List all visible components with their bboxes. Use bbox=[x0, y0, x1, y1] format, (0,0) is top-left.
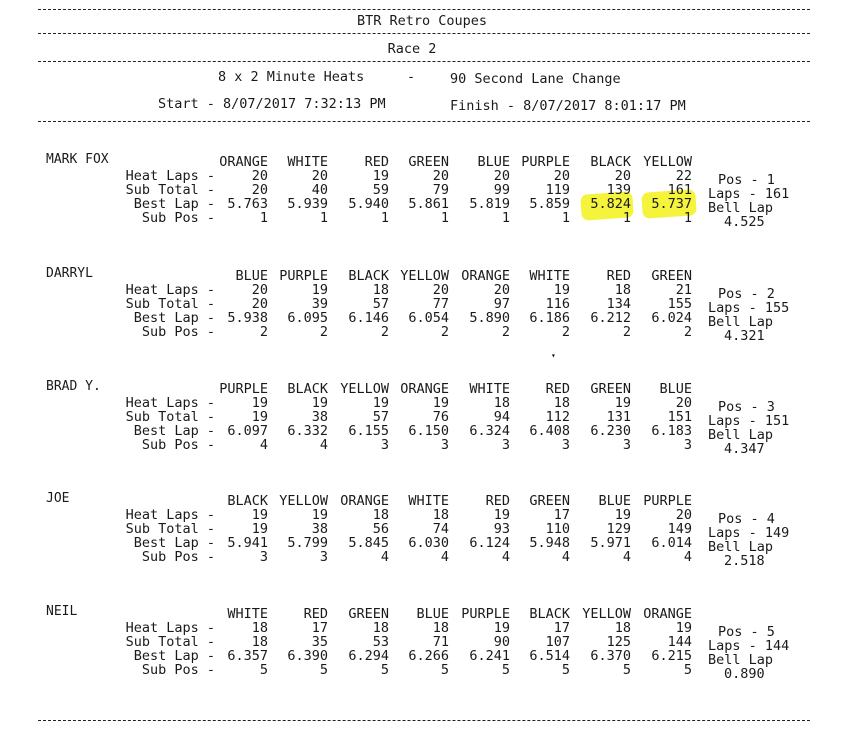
sub-total-value: 149 bbox=[667, 521, 692, 537]
sub-total-value: 18 bbox=[251, 634, 268, 650]
best-lap-value: 6.095 bbox=[287, 310, 328, 326]
lane-colour-header: ORANGE bbox=[643, 606, 692, 622]
best-lap-value: 6.332 bbox=[287, 423, 328, 439]
best-lap-value: 6.266 bbox=[408, 648, 449, 664]
lane-colour-header: BLACK bbox=[227, 493, 268, 509]
lane-colour-header: WHITE bbox=[287, 154, 328, 170]
best-lap-value: 5.861 bbox=[408, 196, 449, 212]
bell-lap-label: Bell Lap bbox=[708, 314, 774, 330]
best-lap-value: 6.024 bbox=[651, 310, 692, 326]
heat-laps-value: 18 bbox=[372, 620, 389, 636]
heat-laps-value: 18 bbox=[372, 507, 389, 523]
heat-laps-value: 19 bbox=[553, 282, 570, 298]
sub-total-value: 161 bbox=[667, 182, 692, 198]
sub-total-value: 119 bbox=[545, 182, 570, 198]
sub-total-value: 116 bbox=[545, 296, 570, 312]
row-label-sub-total: Sub Total - bbox=[125, 409, 215, 425]
sub-total-value: 40 bbox=[311, 182, 328, 198]
heat-laps-value: 20 bbox=[311, 168, 328, 184]
lane-colour-header: BLACK bbox=[590, 154, 631, 170]
best-lap-value: 6.215 bbox=[651, 648, 692, 664]
best-lap-value: 5.819 bbox=[469, 196, 510, 212]
sub-total-value: 57 bbox=[372, 409, 389, 425]
sub-pos-value: 5 bbox=[622, 662, 631, 678]
sub-total-value: 90 bbox=[493, 634, 510, 650]
lane-colour-header: PURPLE bbox=[219, 381, 268, 397]
row-label-heat-laps: Heat Laps - bbox=[125, 620, 215, 636]
sub-pos-value: 3 bbox=[380, 437, 389, 453]
position: Pos - 5 bbox=[718, 624, 775, 640]
lane-colour-header: RED bbox=[545, 381, 570, 397]
best-lap-value: 5.971 bbox=[590, 535, 631, 551]
sub-pos-value: 1 bbox=[622, 210, 631, 226]
best-lap-value: 5.824 bbox=[590, 196, 631, 212]
heat-laps-value: 18 bbox=[614, 282, 631, 298]
best-lap-value: 5.890 bbox=[469, 310, 510, 326]
best-lap-value: 6.514 bbox=[529, 648, 570, 664]
sub-total-value: 56 bbox=[372, 521, 389, 537]
heat-laps-value: 21 bbox=[675, 282, 692, 298]
row-label-sub-total: Sub Total - bbox=[125, 296, 215, 312]
lane-colour-header: PURPLE bbox=[461, 606, 510, 622]
heat-laps-value: 22 bbox=[675, 168, 692, 184]
row-label-sub-pos: Sub Pos - bbox=[141, 210, 215, 226]
bell-lap-time: 4.525 bbox=[724, 214, 765, 230]
heat-laps-value: 20 bbox=[675, 507, 692, 523]
row-label-heat-laps: Heat Laps - bbox=[125, 282, 215, 298]
sub-pos-value: 2 bbox=[319, 324, 328, 340]
lane-colour-header: PURPLE bbox=[279, 268, 328, 284]
sub-pos-value: 2 bbox=[622, 324, 631, 340]
sub-total-value: 144 bbox=[667, 634, 692, 650]
best-lap-value: 5.940 bbox=[348, 196, 389, 212]
sub-total-value: 76 bbox=[432, 409, 449, 425]
row-label-heat-laps: Heat Laps - bbox=[125, 395, 215, 411]
sub-pos-value: 5 bbox=[683, 662, 692, 678]
best-lap-value: 5.938 bbox=[227, 310, 268, 326]
sub-total-value: 79 bbox=[432, 182, 449, 198]
bell-lap-label: Bell Lap bbox=[708, 539, 774, 555]
heat-laps-value: 17 bbox=[311, 620, 328, 636]
position: Pos - 2 bbox=[718, 286, 775, 302]
lane-colour-header: BLACK bbox=[287, 381, 328, 397]
sub-pos-value: 4 bbox=[683, 549, 692, 565]
total-laps: Laps - 161 bbox=[708, 186, 790, 202]
heat-laps-value: 19 bbox=[311, 282, 328, 298]
driver-name: JOE bbox=[46, 491, 70, 506]
lane-colour-header: BLACK bbox=[529, 606, 570, 622]
sub-total-value: 110 bbox=[545, 521, 570, 537]
heat-laps-value: 20 bbox=[251, 168, 268, 184]
best-lap-value: 6.030 bbox=[408, 535, 449, 551]
sub-pos-value: 4 bbox=[319, 437, 328, 453]
best-lap-value: 6.241 bbox=[469, 648, 510, 664]
sub-total-value: 19 bbox=[251, 409, 268, 425]
bell-lap-label: Bell Lap bbox=[708, 200, 774, 216]
sub-pos-value: 5 bbox=[380, 662, 389, 678]
sub-pos-value: 1 bbox=[501, 210, 510, 226]
total-laps: Laps - 155 bbox=[708, 300, 790, 316]
sub-total-value: 53 bbox=[372, 634, 389, 650]
heat-laps-value: 18 bbox=[372, 282, 389, 298]
event-title: BTR Retro Coupes bbox=[356, 13, 488, 29]
sub-total-value: 134 bbox=[606, 296, 631, 312]
heat-laps-value: 19 bbox=[311, 507, 328, 523]
heat-laps-value: 20 bbox=[251, 282, 268, 298]
heat-laps-value: 18 bbox=[432, 507, 449, 523]
heat-laps-value: 18 bbox=[432, 620, 449, 636]
heat-laps-value: 17 bbox=[553, 620, 570, 636]
row-label-sub-pos: Sub Pos - bbox=[141, 324, 215, 340]
heat-laps-value: 20 bbox=[493, 282, 510, 298]
sub-pos-value: 3 bbox=[622, 437, 631, 453]
sub-pos-value: 5 bbox=[319, 662, 328, 678]
sub-total-value: 19 bbox=[251, 521, 268, 537]
heat-laps-value: 20 bbox=[614, 168, 631, 184]
heat-laps-value: 18 bbox=[251, 620, 268, 636]
position: Pos - 3 bbox=[718, 399, 775, 415]
lane-colour-header: WHITE bbox=[529, 268, 570, 284]
sub-total-value: 155 bbox=[667, 296, 692, 312]
lane-colour-header: RED bbox=[485, 493, 510, 509]
best-lap-value: 6.390 bbox=[287, 648, 328, 664]
best-lap-value: 5.763 bbox=[227, 196, 268, 212]
best-lap-value: 6.408 bbox=[529, 423, 570, 439]
sub-pos-value: 1 bbox=[319, 210, 328, 226]
heat-laps-value: 20 bbox=[675, 395, 692, 411]
sub-total-value: 93 bbox=[493, 521, 510, 537]
heat-laps-value: 18 bbox=[493, 395, 510, 411]
lane-colour-header: GREEN bbox=[651, 268, 692, 284]
sub-pos-value: 2 bbox=[259, 324, 268, 340]
bell-lap-time: 4.321 bbox=[724, 328, 765, 344]
sub-total-value: 129 bbox=[606, 521, 631, 537]
heat-laps-value: 19 bbox=[372, 168, 389, 184]
scan-mark: ▾ bbox=[551, 351, 556, 360]
best-lap-value: 6.186 bbox=[529, 310, 570, 326]
sub-pos-value: 3 bbox=[259, 549, 268, 565]
sub-pos-value: 3 bbox=[440, 437, 449, 453]
best-lap-value: 6.150 bbox=[408, 423, 449, 439]
sub-total-value: 38 bbox=[311, 521, 328, 537]
lane-colour-header: GREEN bbox=[348, 606, 389, 622]
lane-colour-header: RED bbox=[364, 154, 389, 170]
race-name: Race 2 bbox=[387, 41, 437, 57]
bell-lap-label: Bell Lap bbox=[708, 427, 774, 443]
heat-laps-value: 18 bbox=[553, 395, 570, 411]
heat-laps-value: 20 bbox=[432, 282, 449, 298]
sub-pos-value: 2 bbox=[380, 324, 389, 340]
best-lap-value: 6.183 bbox=[651, 423, 692, 439]
sub-pos-value: 4 bbox=[561, 549, 570, 565]
best-lap-value: 6.324 bbox=[469, 423, 510, 439]
driver-name: BRAD Y. bbox=[46, 379, 101, 394]
bell-lap-time: 4.347 bbox=[724, 441, 765, 457]
lane-colour-header: BLACK bbox=[348, 268, 389, 284]
best-lap-value: 5.948 bbox=[529, 535, 570, 551]
heat-laps-value: 18 bbox=[614, 620, 631, 636]
sub-pos-value: 4 bbox=[622, 549, 631, 565]
sub-pos-value: 3 bbox=[501, 437, 510, 453]
sub-pos-value: 2 bbox=[440, 324, 449, 340]
lane-colour-header: BLUE bbox=[416, 606, 449, 622]
driver-name: DARRYL bbox=[46, 266, 93, 281]
heat-laps-value: 19 bbox=[614, 507, 631, 523]
heat-laps-value: 19 bbox=[614, 395, 631, 411]
row-label-best-lap: Best Lap - bbox=[133, 423, 215, 439]
sub-pos-value: 1 bbox=[380, 210, 389, 226]
sub-pos-value: 2 bbox=[501, 324, 510, 340]
sub-total-value: 38 bbox=[311, 409, 328, 425]
best-lap-value: 5.859 bbox=[529, 196, 570, 212]
lane-colour-header: BLUE bbox=[598, 493, 631, 509]
bell-lap-time: 0.890 bbox=[724, 666, 765, 682]
sub-pos-value: 1 bbox=[259, 210, 268, 226]
total-laps: Laps - 151 bbox=[708, 413, 790, 429]
race-divider bbox=[38, 61, 810, 62]
sub-pos-value: 1 bbox=[561, 210, 570, 226]
top-divider bbox=[38, 9, 810, 10]
sub-pos-value: 5 bbox=[440, 662, 449, 678]
lane-colour-header: WHITE bbox=[227, 606, 268, 622]
sub-total-value: 77 bbox=[432, 296, 449, 312]
sub-pos-value: 3 bbox=[683, 437, 692, 453]
row-label-sub-total: Sub Total - bbox=[125, 634, 215, 650]
best-lap-value: 5.939 bbox=[287, 196, 328, 212]
sub-total-value: 107 bbox=[545, 634, 570, 650]
heat-laps-value: 20 bbox=[493, 168, 510, 184]
lane-change-info: 90 Second Lane Change bbox=[450, 71, 621, 87]
sub-pos-value: 5 bbox=[501, 662, 510, 678]
header-divider bbox=[38, 121, 810, 122]
lane-colour-header: RED bbox=[303, 606, 328, 622]
best-lap-value: 5.941 bbox=[227, 535, 268, 551]
sub-pos-value: 4 bbox=[380, 549, 389, 565]
sub-total-value: 131 bbox=[606, 409, 631, 425]
lane-colour-header: ORANGE bbox=[400, 381, 449, 397]
sub-total-value: 20 bbox=[251, 296, 268, 312]
position: Pos - 1 bbox=[718, 172, 775, 188]
sub-total-value: 59 bbox=[372, 182, 389, 198]
sub-pos-value: 2 bbox=[683, 324, 692, 340]
sub-pos-value: 2 bbox=[561, 324, 570, 340]
sub-pos-value: 4 bbox=[259, 437, 268, 453]
best-lap-value: 6.357 bbox=[227, 648, 268, 664]
lane-colour-header: YELLOW bbox=[340, 381, 389, 397]
best-lap-value: 6.230 bbox=[590, 423, 631, 439]
lane-colour-header: GREEN bbox=[529, 493, 570, 509]
sub-total-value: 20 bbox=[251, 182, 268, 198]
best-lap-value: 6.124 bbox=[469, 535, 510, 551]
heat-laps-value: 17 bbox=[553, 507, 570, 523]
best-lap-value: 5.845 bbox=[348, 535, 389, 551]
heat-laps-value: 19 bbox=[432, 395, 449, 411]
lane-colour-header: GREEN bbox=[408, 154, 449, 170]
heat-laps-value: 19 bbox=[251, 395, 268, 411]
lane-colour-header: BLUE bbox=[477, 154, 510, 170]
heat-laps-value: 19 bbox=[251, 507, 268, 523]
row-label-best-lap: Best Lap - bbox=[133, 648, 215, 664]
sub-pos-value: 1 bbox=[440, 210, 449, 226]
heat-laps-value: 19 bbox=[493, 620, 510, 636]
sub-pos-value: 4 bbox=[501, 549, 510, 565]
sub-total-value: 39 bbox=[311, 296, 328, 312]
lane-colour-header: YELLOW bbox=[643, 154, 692, 170]
heats-info: 8 x 2 Minute Heats bbox=[218, 69, 365, 85]
driver-name: NEIL bbox=[46, 604, 78, 619]
lane-colour-header: BLUE bbox=[235, 268, 268, 284]
row-label-heat-laps: Heat Laps - bbox=[125, 168, 215, 184]
sub-total-value: 112 bbox=[545, 409, 570, 425]
lane-colour-header: PURPLE bbox=[521, 154, 570, 170]
lane-colour-header: YELLOW bbox=[400, 268, 449, 284]
row-label-sub-total: Sub Total - bbox=[125, 182, 215, 198]
bottom-divider bbox=[38, 720, 810, 721]
sub-pos-value: 1 bbox=[683, 210, 692, 226]
sub-total-value: 35 bbox=[311, 634, 328, 650]
lane-colour-header: YELLOW bbox=[582, 606, 631, 622]
sub-pos-value: 5 bbox=[561, 662, 570, 678]
sub-pos-value: 4 bbox=[440, 549, 449, 565]
bell-lap-time: 2.518 bbox=[724, 553, 765, 569]
best-lap-value: 6.014 bbox=[651, 535, 692, 551]
sub-total-value: 97 bbox=[493, 296, 510, 312]
total-laps: Laps - 149 bbox=[708, 525, 790, 541]
lane-colour-header: PURPLE bbox=[643, 493, 692, 509]
sub-total-value: 151 bbox=[667, 409, 692, 425]
best-lap-value: 6.294 bbox=[348, 648, 389, 664]
best-lap-value: 5.737 bbox=[651, 196, 692, 212]
bell-lap-label: Bell Lap bbox=[708, 652, 774, 668]
lane-colour-header: ORANGE bbox=[340, 493, 389, 509]
lane-colour-header: WHITE bbox=[469, 381, 510, 397]
heat-laps-value: 19 bbox=[493, 507, 510, 523]
driver-name: MARK FOX bbox=[46, 152, 109, 167]
heat-laps-value: 20 bbox=[432, 168, 449, 184]
best-lap-value: 6.097 bbox=[227, 423, 268, 439]
sub-pos-value: 5 bbox=[259, 662, 268, 678]
heat-laps-value: 19 bbox=[311, 395, 328, 411]
row-label-sub-pos: Sub Pos - bbox=[141, 662, 215, 678]
sub-total-value: 71 bbox=[432, 634, 449, 650]
row-label-best-lap: Best Lap - bbox=[133, 196, 215, 212]
lane-colour-header: GREEN bbox=[590, 381, 631, 397]
best-lap-value: 6.212 bbox=[590, 310, 631, 326]
heat-laps-value: 19 bbox=[675, 620, 692, 636]
lane-colour-header: RED bbox=[606, 268, 631, 284]
heat-laps-value: 20 bbox=[553, 168, 570, 184]
row-label-best-lap: Best Lap - bbox=[133, 310, 215, 326]
lane-colour-header: BLUE bbox=[659, 381, 692, 397]
best-lap-value: 5.799 bbox=[287, 535, 328, 551]
best-lap-value: 6.155 bbox=[348, 423, 389, 439]
best-lap-value: 6.054 bbox=[408, 310, 449, 326]
position: Pos - 4 bbox=[718, 511, 775, 527]
sub-total-value: 125 bbox=[606, 634, 631, 650]
total-laps: Laps - 144 bbox=[708, 638, 790, 654]
heat-laps-value: 19 bbox=[372, 395, 389, 411]
sub-pos-value: 3 bbox=[561, 437, 570, 453]
row-label-sub-pos: Sub Pos - bbox=[141, 549, 215, 565]
heats-separator: - bbox=[407, 69, 416, 85]
lane-colour-header: YELLOW bbox=[279, 493, 328, 509]
row-label-heat-laps: Heat Laps - bbox=[125, 507, 215, 523]
sub-total-value: 74 bbox=[432, 521, 449, 537]
best-lap-value: 6.370 bbox=[590, 648, 631, 664]
title-divider bbox=[38, 33, 810, 34]
row-label-best-lap: Best Lap - bbox=[133, 535, 215, 551]
lane-colour-header: ORANGE bbox=[461, 268, 510, 284]
lane-colour-header: ORANGE bbox=[219, 154, 268, 170]
sub-total-value: 94 bbox=[493, 409, 510, 425]
best-lap-value: 6.146 bbox=[348, 310, 389, 326]
sub-pos-value: 3 bbox=[319, 549, 328, 565]
start-time: Start - 8/07/2017 7:32:13 PM bbox=[158, 96, 386, 112]
row-label-sub-total: Sub Total - bbox=[125, 521, 215, 537]
lane-colour-header: WHITE bbox=[408, 493, 449, 509]
finish-time: Finish - 8/07/2017 8:01:17 PM bbox=[450, 98, 686, 114]
sub-total-value: 57 bbox=[372, 296, 389, 312]
sub-total-value: 99 bbox=[493, 182, 510, 198]
row-label-sub-pos: Sub Pos - bbox=[141, 437, 215, 453]
sub-total-value: 139 bbox=[606, 182, 631, 198]
